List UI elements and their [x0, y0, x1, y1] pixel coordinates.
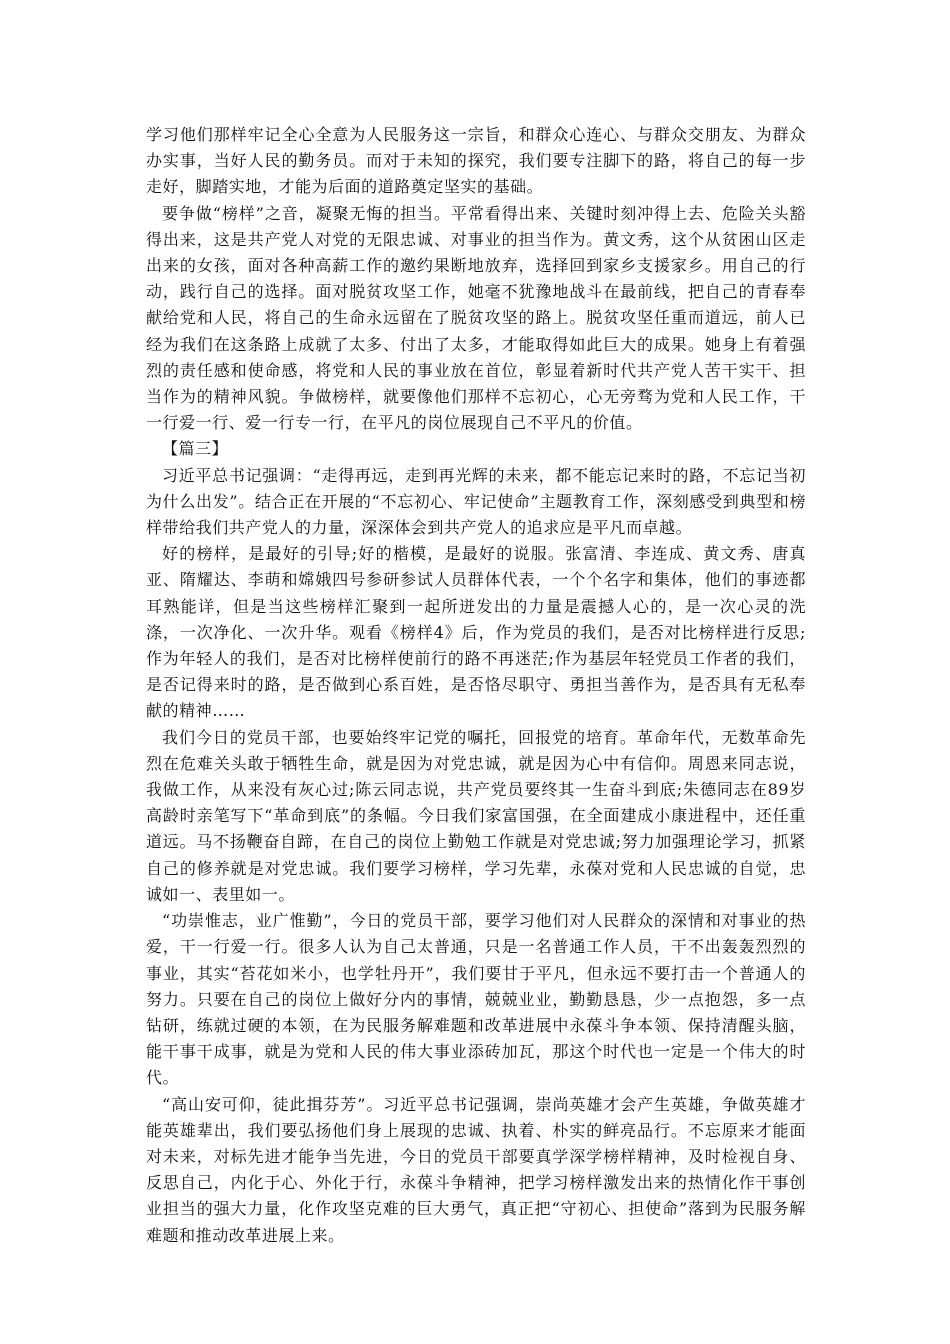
paragraph-6: “功崇惟志，业广惟勤”，今日的党员干部，要学习他们对人民群众的深情和对事业的热爱，干一行爱一行。很多人认为自己太普通，只是一名普通工作人员，干不出轰轰烈烈的事业，其实“苔花如米小，也学牡丹开”，我们要甘于平凡，但永远不要打击一个普通人的努力。只要在自己的岗位上做好分内的事情，兢兢业业，勤勤恳恳，少一点抱怨，多一点钻研，练就过硬的本领，在为民服务解难题和改革进展中永葆斗争本领、保持清醒头脑，能干事干成事，就是为党和人民的伟大事业添砖加瓦，那这个时代也一定是一个伟大的时代。 — [146, 911, 806, 1088]
paragraph-2: 要争做“榜样”之音，凝聚无悔的担当。平常看得出来、关键时刻冲得上去、危险关头豁得出来，这是共产党人对党的无限忠诚、对事业的担当作为。黄文秀，这个从贫困山区走出来的女孩，面对各种高薪工作的邀约果断地放弃，选择回到家乡支援家乡。用自己的行动，践行自己的选择。面对脱贫攻坚工作，她毫不犹豫地战斗在最前线，把自己的青春奉献给党和人民，将自己的生命永远留在了脱贫攻坚的路上。脱贫攻坚任重而道远，前人已经为我们在这条路上成就了太多、付出了太多，才能取得如此巨大的成果。她身上有着强烈的责任感和使命感，将党和人民的事业放在首位，彰显着新时代共产党人苦干实干、担当作为的精神风貌。争做榜样，就要像他们那样不忘初心，心无旁骛为党和人民工作，干一行爱一行、爱一行专一行，在平凡的岗位展现自己不平凡的价值。 — [146, 203, 806, 433]
paragraph-3: 习近平总书记强调：“走得再远，走到再光辉的未来，都不能忘记来时的路，不忘记当初为什么出发”。结合正在开展的“不忘初心、牢记使命”主题教育工作，深刻感受到典型和榜样带给我们共产党人的力量，深深体会到共产党人的追求应是平凡而卓越。 — [146, 465, 806, 538]
paragraph-7: “高山安可仰，徒此揖芬芳”。习近平总书记强调，崇尚英雄才会产生英雄，争做英雄才能英雄辈出，我们要弘扬他们身上展现的忠诚、执着、朴实的鲜亮品行。不忘原来才能面对未来，对标先进才能争当先进，今日的党员干部要真学深学榜样精神，及时检视自身、反思自己，内化于心、外化于行，永葆斗争精神，把学习榜样激发出来的热情化作干事创业担当的强大力量，化作攻坚克难的巨大勇气，真正把“守初心、担使命”落到为民服务解难题和推动改革进展上来。 — [146, 1094, 806, 1245]
section-heading: 【篇三】 — [162, 439, 229, 459]
paragraph-5: 我们今日的党员干部，也要始终牢记党的嘱托，回报党的培育。革命年代，无数革命先烈在危难关头敢于牺牲生命，就是因为对党忠诚，就是因为心中有信仰。周恩来同志说，我做工作，从来没有灰心过;陈云同志说，共产党员要终其一生奋斗到底;朱德同志在89岁高龄时亲笔写下“革命到底”的条幅。今日我们家富国强，在全面建成小康进程中，还任重道远。马不扬鞭奋自蹄，在自己的岗位上勤勉工作就是对党忠诚;努力加强理论学习，抓紧自己的修养就是对党忠诚。我们要学习榜样，学习先辈，永葆对党和人民忠诚的自觉，忠诚如一、表里如一。 — [146, 727, 806, 904]
paragraph-4: 好的榜样，是最好的引导;好的楷模，是最好的说服。张富清、李连成、黄文秀、唐真亚、隋耀达、李萌和嫦娥四号参研参试人员群体代表，一个个名字和集体，他们的事迹都耳熟能详，但是当这些榜样汇聚到一起所迸发出的力量是震撼人心的，是一次心灵的洗涤，一次净化、一次升华。观看《榜样4》后，作为党员的我们，是否对比榜样进行反思;作为年轻人的我们，是否对比榜样使前行的路不再迷茫;作为基层年轻党员工作者的我们，是否记得来时的路，是否做到心系百姓，是否恪尽职守、勇担当善作为，是否具有无私奉献的精神…… — [146, 544, 806, 721]
document-body — [146, 122, 806, 1249]
paragraph-1: 学习他们那样牢记全心全意为人民服务这一宗旨，和群众心连心、与群众交朋友、为群众办实事，当好人民的勤务员。而对于未知的探究，我们要专注脚下的路，将自己的每一步走好，脚踏实地，才能为后面的道路奠定坚实的基础。 — [146, 125, 806, 197]
